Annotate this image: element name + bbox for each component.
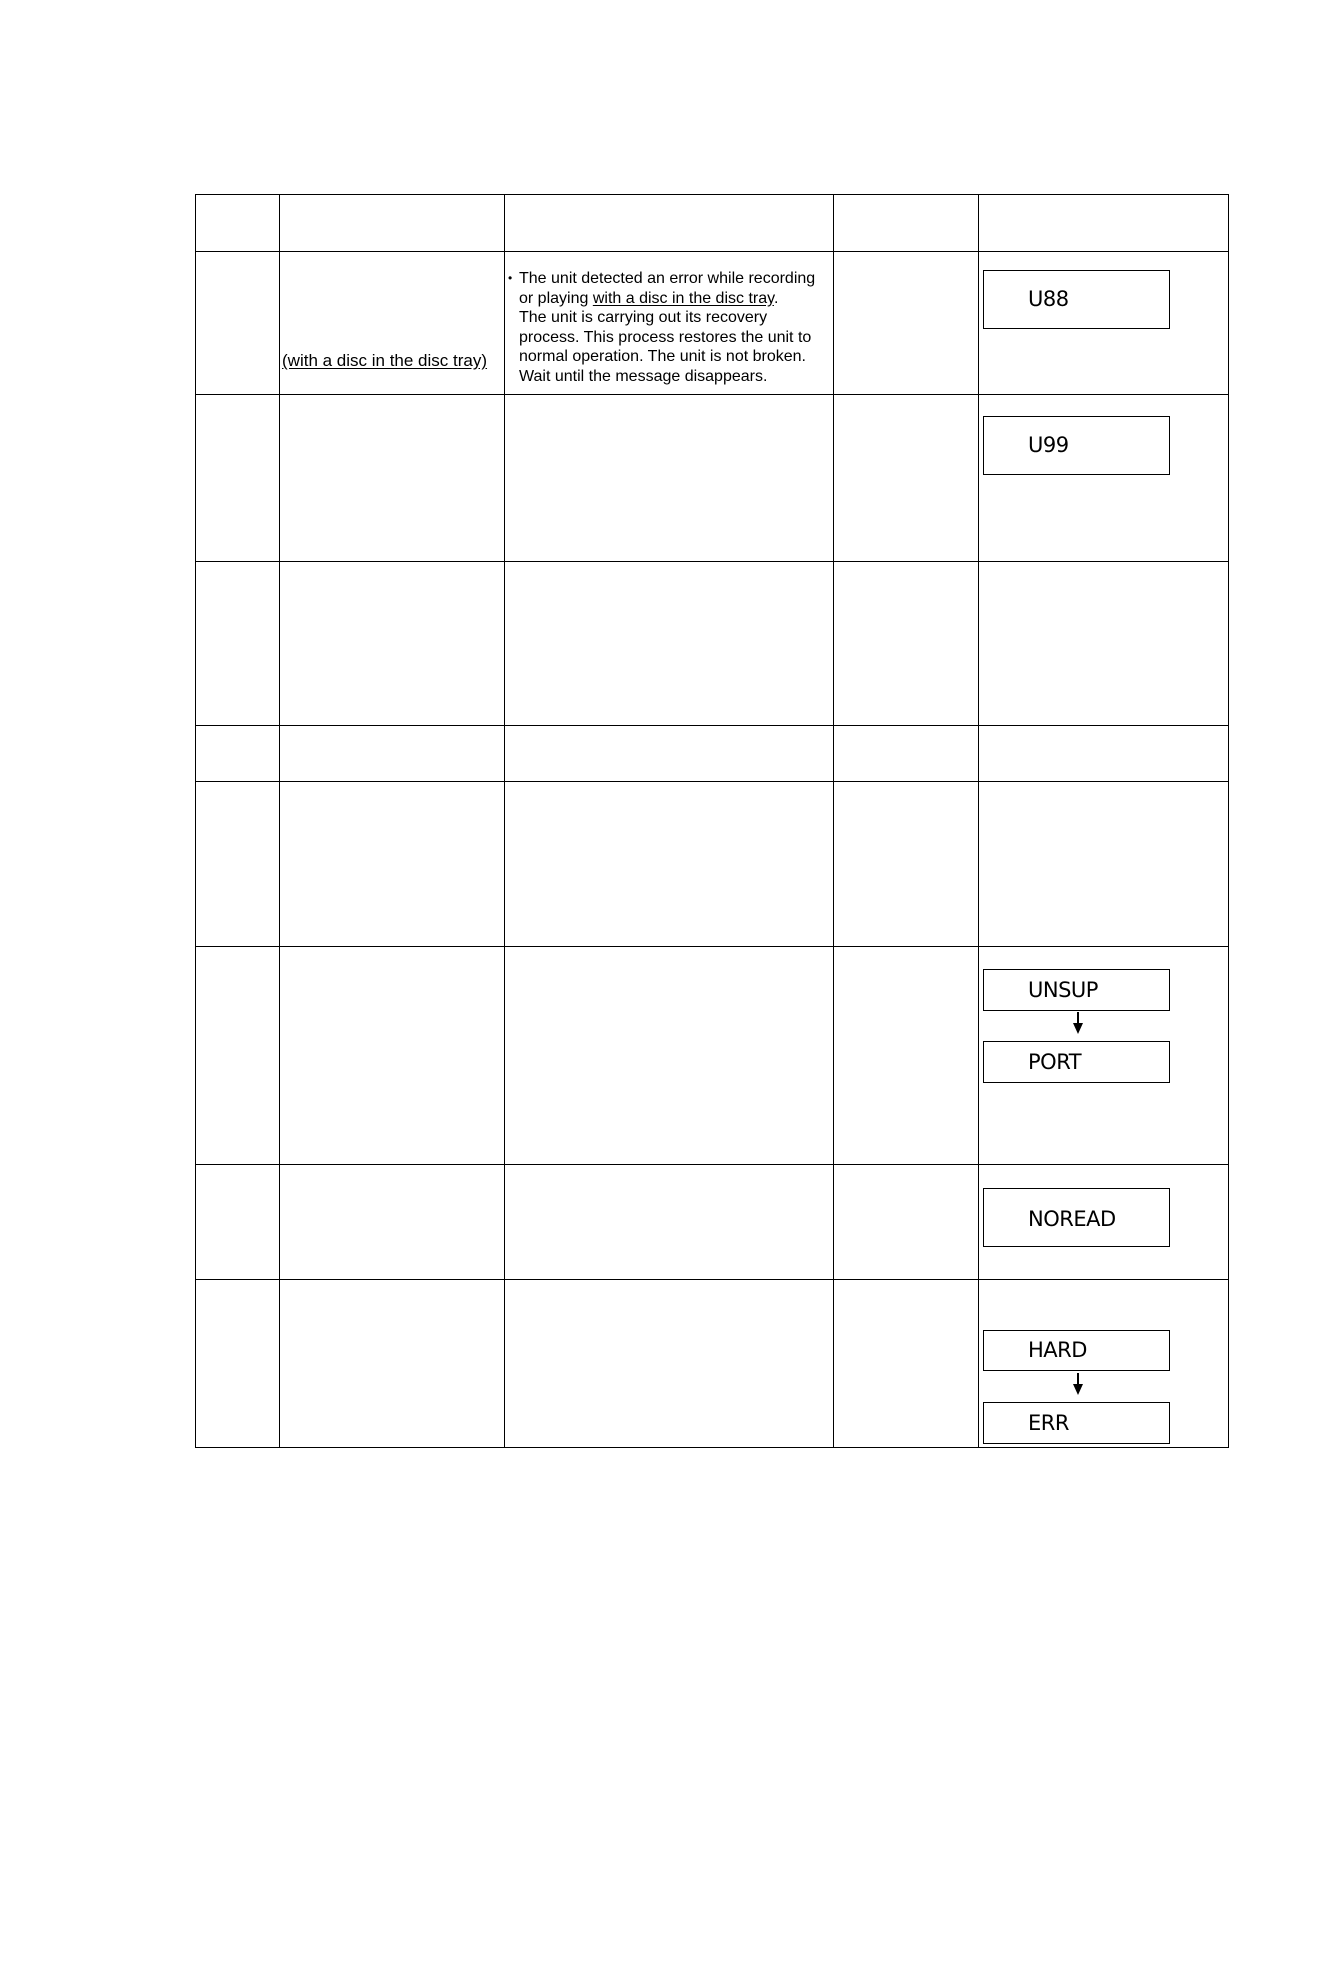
display-text-u99: U99: [1028, 433, 1069, 457]
error-code-table: [195, 194, 1229, 1448]
table-rule-right: [1228, 194, 1229, 1448]
display-box-noread: [983, 1188, 1170, 1247]
display-text-err: ERR: [1028, 1411, 1069, 1435]
bullet-marker: •: [508, 271, 513, 285]
condition-text: (with a disc in the disc tray): [282, 351, 488, 370]
table-rule-row1-bottom: [195, 394, 1229, 395]
display-text-port: PORT: [1028, 1050, 1082, 1074]
display-box-port: [983, 1041, 1170, 1083]
cause-line-2: [519, 289, 778, 309]
cause-line-5: normal operation. The unit is not broken.: [519, 348, 806, 365]
table-rule-col4: [978, 194, 979, 1448]
table-rule-top: [195, 194, 1229, 195]
cause-line-3: The unit is carrying out its recovery: [519, 309, 768, 326]
display-text-hard: HARD: [1028, 1338, 1087, 1362]
display-text-u88: U88: [1028, 287, 1069, 311]
display-box-hard: [983, 1330, 1170, 1371]
display-text-unsup: UNSUP: [1028, 978, 1098, 1002]
cause-line-1: The unit detected an error while recording: [519, 270, 816, 287]
table-rule-col1: [279, 194, 280, 1448]
cause-line-2-underlined: with a disc in the disc tray: [592, 289, 774, 307]
cause-line-4: process. This process restores the unit to: [519, 328, 812, 346]
table-rule-row5-bottom: [195, 946, 1229, 947]
table-rule-header-bottom: [195, 251, 1229, 252]
cause-line-2-post: .: [773, 289, 779, 307]
display-box-u88: [983, 270, 1170, 329]
table-rule-row4-bottom: [195, 781, 1229, 782]
table-rule-row3-bottom: [195, 725, 1229, 726]
display-box-err: [983, 1402, 1170, 1444]
table-rule-bottom: [195, 1447, 1229, 1448]
table-rule-col2: [504, 194, 505, 1448]
table-rule-left: [195, 194, 196, 1448]
cause-line-2-pre: or playing: [519, 289, 593, 307]
display-box-u99: [983, 416, 1170, 475]
display-box-unsup: [983, 969, 1170, 1011]
table-rule-row6-bottom: [195, 1164, 1229, 1165]
cause-line-6: Wait until the message disappears.: [519, 367, 768, 385]
table-rule-col3: [833, 194, 834, 1448]
table-rule-row2-bottom: [195, 561, 1229, 562]
display-text-noread: NOREAD: [1028, 1207, 1116, 1231]
table-rule-row7-bottom: [195, 1279, 1229, 1280]
